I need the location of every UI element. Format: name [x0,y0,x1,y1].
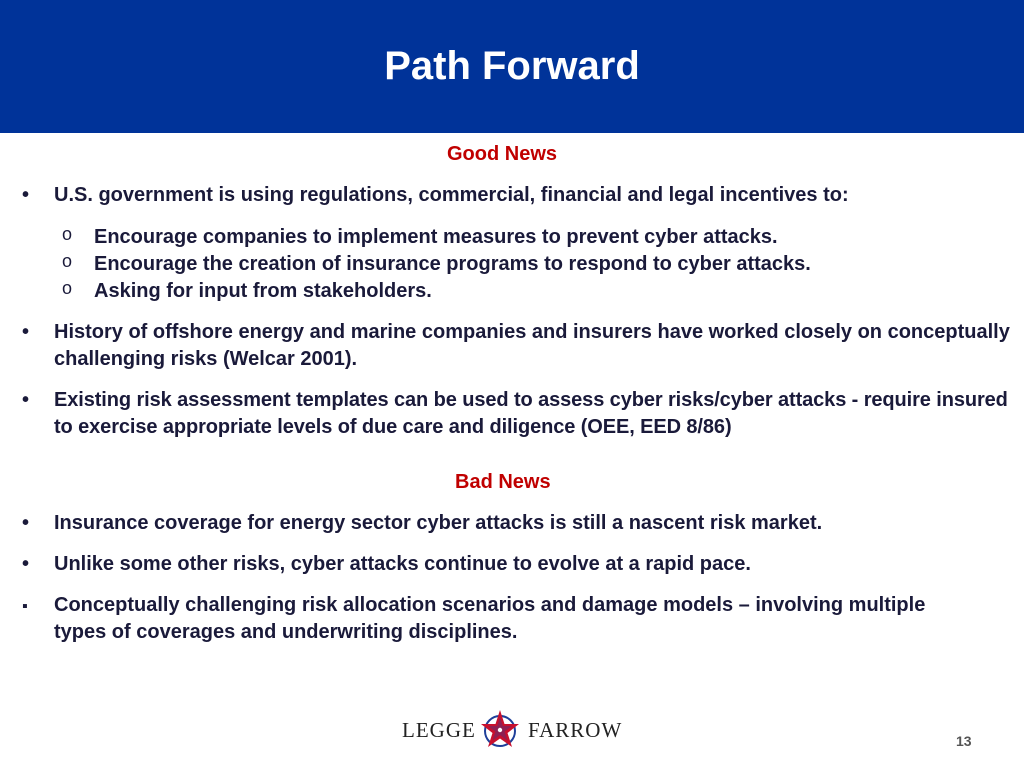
good-news-heading: Good News [447,143,558,165]
sub-item-text: Asking for input from stakeholders. [94,280,432,302]
legge-farrow-logo [402,710,624,752]
sub-item-3 [62,278,1002,305]
sub-bullet-icon: o [62,278,73,298]
bullet-text: Unlike some other risks, cyber attacks continue to evolve at a rapid pace. [54,553,751,575]
good-news-bullet-2 [22,319,1012,373]
bullet-dot-icon: • [22,184,30,206]
star-logo-icon [478,708,522,752]
logo-text-left: LEGGE [402,718,476,742]
bad-news-bullet-1 [22,510,1012,537]
bad-news-heading: Bad News [455,471,551,493]
sub-bullet-icon: o [62,251,73,271]
bullet-text: Existing risk assessment templates can be used to assess cyber risks/cyber attacks - require insured to exercise appropriate levels of due care and diligence (OEE, EED 8/86) [54,389,1008,438]
bullet-text: Conceptually challenging risk allocation scenarios and damage models – involving multiple types of coverages and underwriting disciplines. [54,594,926,643]
bullet-dot-icon: • [22,512,30,534]
bullet-dot-icon: • [22,321,30,343]
sub-item-text: Encourage companies to implement measures to prevent cyber attacks. [94,226,778,248]
bullet-text: U.S. government is using regulations, commercial, financial and legal incentives to: [54,184,849,206]
bullet-dot-icon: • [22,389,30,411]
square-bullet-icon: ▪ [22,598,28,615]
slide-title: Path Forward [384,44,640,88]
sub-item-text: Encourage the creation of insurance programs to respond to cyber attacks. [94,253,811,275]
good-news-bullet-3 [22,387,1012,441]
good-news-bullet-1 [22,182,1012,209]
sub-item-1 [62,224,1002,251]
logo-text-right: FARROW [528,718,623,742]
sub-item-2 [62,251,1002,278]
bullet-text: History of offshore energy and marine companies and insurers have worked closely on conceptually challenging risks (Welcar 2001). [54,321,1010,370]
bullet-dot-icon: • [22,553,30,575]
bad-news-bullet-2 [22,551,1012,578]
bullet-text: Insurance coverage for energy sector cyber attacks is still a nascent risk market. [54,512,823,534]
title-bar [0,0,1024,133]
sub-bullet-icon: o [62,224,73,244]
page-number: 13 [956,733,972,749]
bad-news-bullet-3 [22,592,1012,646]
